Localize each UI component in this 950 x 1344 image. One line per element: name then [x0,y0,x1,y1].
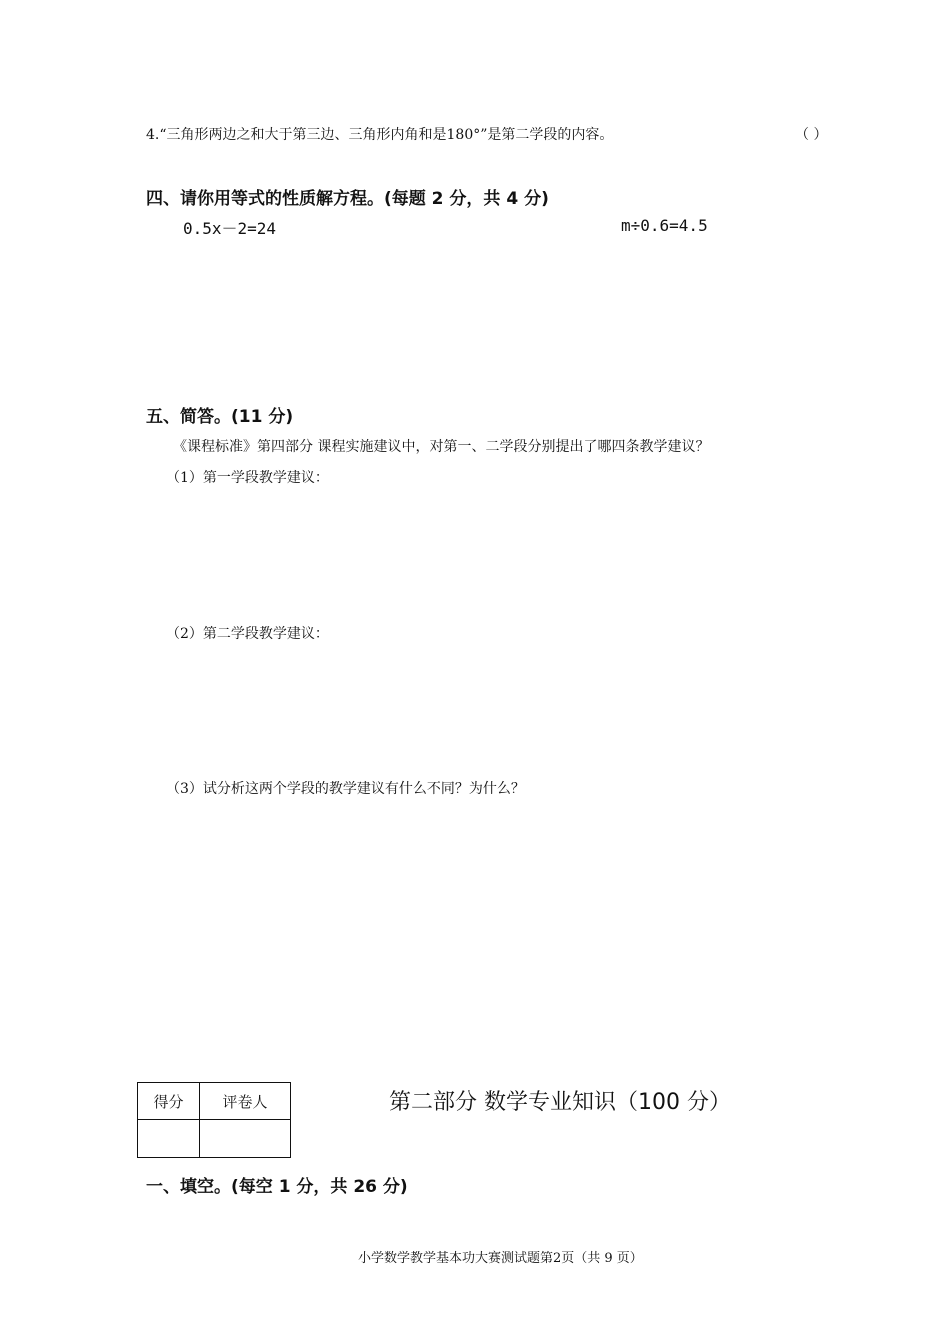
page-footer: 小学数学教学基本功大赛测试题第2页（共 9 页） [358,1251,643,1266]
section-4-heading: 四、请你用等式的性质解方程。(每题 2 分，共 4 分) [146,189,549,209]
sub-question-3: （3）试分析这两个学段的教学建议有什么不同？为什么？ [166,781,525,797]
grader-cell[interactable] [200,1120,291,1158]
equation-2: m÷0.6=4.5 [621,216,708,235]
score-header: 得分 [138,1083,200,1120]
part-2-section-1-heading: 一、填空。(每空 1 分，共 26 分) [146,1177,408,1197]
score-cell[interactable] [138,1120,200,1158]
section-5-question: 《课程标准》第四部分 课程实施建议中，对第一、二学段分别提出了哪四条教学建议？ [173,439,710,455]
equation-1: 0.5x－2=24 [183,219,277,238]
sub-question-2: （2）第二学段教学建议： [166,626,329,642]
section-5-heading: 五、简答。(11 分) [146,407,294,427]
grader-header: 评卷人 [200,1083,291,1120]
sub-question-1: （1）第一学段教学建议： [166,470,329,486]
part-2-title: 第二部分 数学专业知识（100 分） [389,1090,731,1115]
question-4-text: 4.“三角形两边之和大于第三边、三角形内角和是180°”是第二学段的内容。 [146,127,614,143]
answer-parentheses: （ ） [795,127,828,143]
score-table [137,1082,291,1158]
